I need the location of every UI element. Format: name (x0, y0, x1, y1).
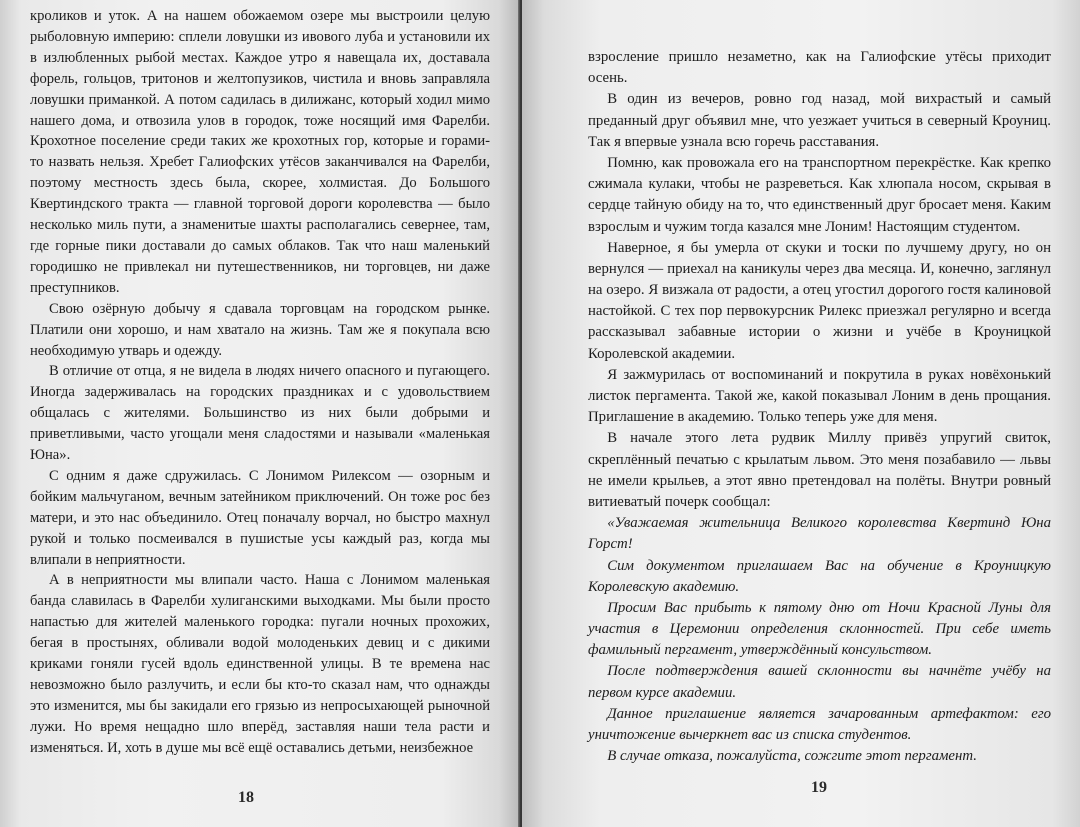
paragraph: Наверное, я бы умерла от скуки и тоски по лучшему другу, но он вернулся — приехал на каникулы через два месяца. И, конечно, заглянул на озеро. Я визжала от радости, а отец угостил дорогого гостя калиновой настойкой. С тех пор первокурсник Рилекс приезжал регулярно и всегда рассказывал забавные истории о жизни и учёбе в Кроуницкой Королевской академии. (588, 239, 1051, 362)
letter-paragraph: Просим Вас прибыть к пятому дню от Ночи Красной Луны для участия в Церемонии определения склонностей. При себе иметь фамильный пергамент, утверждённый консульством. (588, 599, 1051, 659)
page-number-right: 19 (811, 779, 827, 796)
letter-paragraph: В случае отказа, пожалуйста, сожгите этот пергамент. (607, 748, 977, 765)
paragraph: А в неприятности мы влипали часто. Наша с Лонимом маленькая банда славилась в Фарелби хулиганскими выходками. Мы были просто напастью для жителей маленького городка: пугали ночных прохожих, бегая в простынях, обливали водой молоденьких девиц и с дикими криками гоняли гусей вдоль единственной улицы. В те времена нас невозможно было разлучить, и если бы кто-то сказал нам, что однажды это изменится, мы бы закидали его грязью из непросыхающей рыночной лужи. Но время нещадно шло вперёд, заставляя наши тела расти и изменяться. И, хоть в душе мы всё ещё оставались детьми, неизбежное (30, 572, 490, 756)
left-page (0, 0, 520, 827)
right-page (522, 0, 1080, 827)
paragraph: В отличие от отца, я не видела в людях ничего опасного и пугающего. Иногда задерживалась на городских праздниках и с удовольствием общалась с жителями. Большинство из них были добрыми и приветливыми, часто угощали меня сладостями и называли «маленькая Юна». (30, 363, 490, 464)
paragraph: Я зажмурилась от воспоминаний и покрутила в руках новёхонький листок пергамента. Такой же, какой показывал Лоним в день прощания. Приглашение в академию. Только теперь уже для меня. (588, 366, 1051, 426)
paragraph: С одним я даже сдружилась. С Лонимом Рилексом — озорным и бойким мальчуганом, вечным затейником приключений. Он тоже рос без матери, и это нас объединило. Отец поначалу ворчал, но быстро махнул рукой и только посмеивался в пушистые усы каждый раз, когда мы влипали в неприятности. (30, 467, 490, 568)
page-number-left: 18 (238, 789, 254, 806)
letter-paragraph: Сим документом приглашаем Вас на обучение в Кроуницкую Королевскую академию. (588, 557, 1051, 595)
paragraph: В один из вечеров, ровно год назад, мой вихрастый и самый преданный друг объявил мне, что уезжает учиться в северный Кроуниц. Так я впервые узнала всю горечь расставания. (588, 91, 1051, 150)
paragraph: взросление пришло незаметно, как на Галиофские утёсы приходит осень. (588, 49, 1051, 87)
paragraph: кроликов и уток. А на нашем обожаемом озере мы выстроили целую рыболовную империю: сплели ловушки из ивового луба и установили их в излюбленных рыбой местах. Каждое утро я навещала их, доставала форель, гольцов, тритонов и желтопузиков, чистила и вновь заправляла ловушки приманкой. А потом садилась в дилижанс, который ходил мимо нашего дома, и отвозила улов в городок, тоже носящий имя Фарелби. Крохотное поселение среди таких же крохотных гор, которые и горами-то назвать нельзя. Хребет Галиофских утёсов заканчивался на Фарелби, поэтому местность здесь была, скорее, холмистая. До Большого Квертиндского тракта — главной торговой дороги королевства — было несколько миль пути, а знаменитые шахты располагались севернее, там, где горные пики доставали до самых облаков. Так что наш маленький городишко не привлекал ни путешественников, ни торговцев, ни даже преступников. (30, 8, 490, 296)
letter-paragraph: Данное приглашение является зачарованным артефактом: его уничтожение вычеркнет вас из списка студентов. (588, 705, 1051, 743)
right-page-text (588, 47, 1051, 767)
paragraph: Помню, как провожала его на транспортном перекрёстке. Как крепко сжимала кулаки, чтобы не разреветься. Как хлюпала носом, скрывая в сердце тайную обиду на то, что единственный друг бросает меня. Каким взрослым и чужим тогда казался мне Лоним! Настоящим студентом. (588, 154, 1051, 235)
paragraph: В начале этого лета рудвик Миллу привёз упругий свиток, скреплённый печатью с крылатым львом. Это меня позабавило — львы не имели крыльев, а этот явно претендовал на полёты. Внутри ровный витиеватый почерк сообщал: (588, 430, 1051, 510)
paragraph: Свою озёрную добычу я сдавала торговцам на городском рынке. Платили они хорошо, и нам хватало на жизнь. Там же я покупала всю необходимую утварь и одежду. (30, 300, 490, 359)
left-page-text (30, 6, 490, 759)
letter-paragraph: «Уважаемая жительница Великого королевства Квертинд Юна Горст! (588, 515, 1051, 553)
letter-paragraph: После подтверждения вашей склонности вы начнёте учёбу на первом курсе академии. (588, 663, 1051, 701)
